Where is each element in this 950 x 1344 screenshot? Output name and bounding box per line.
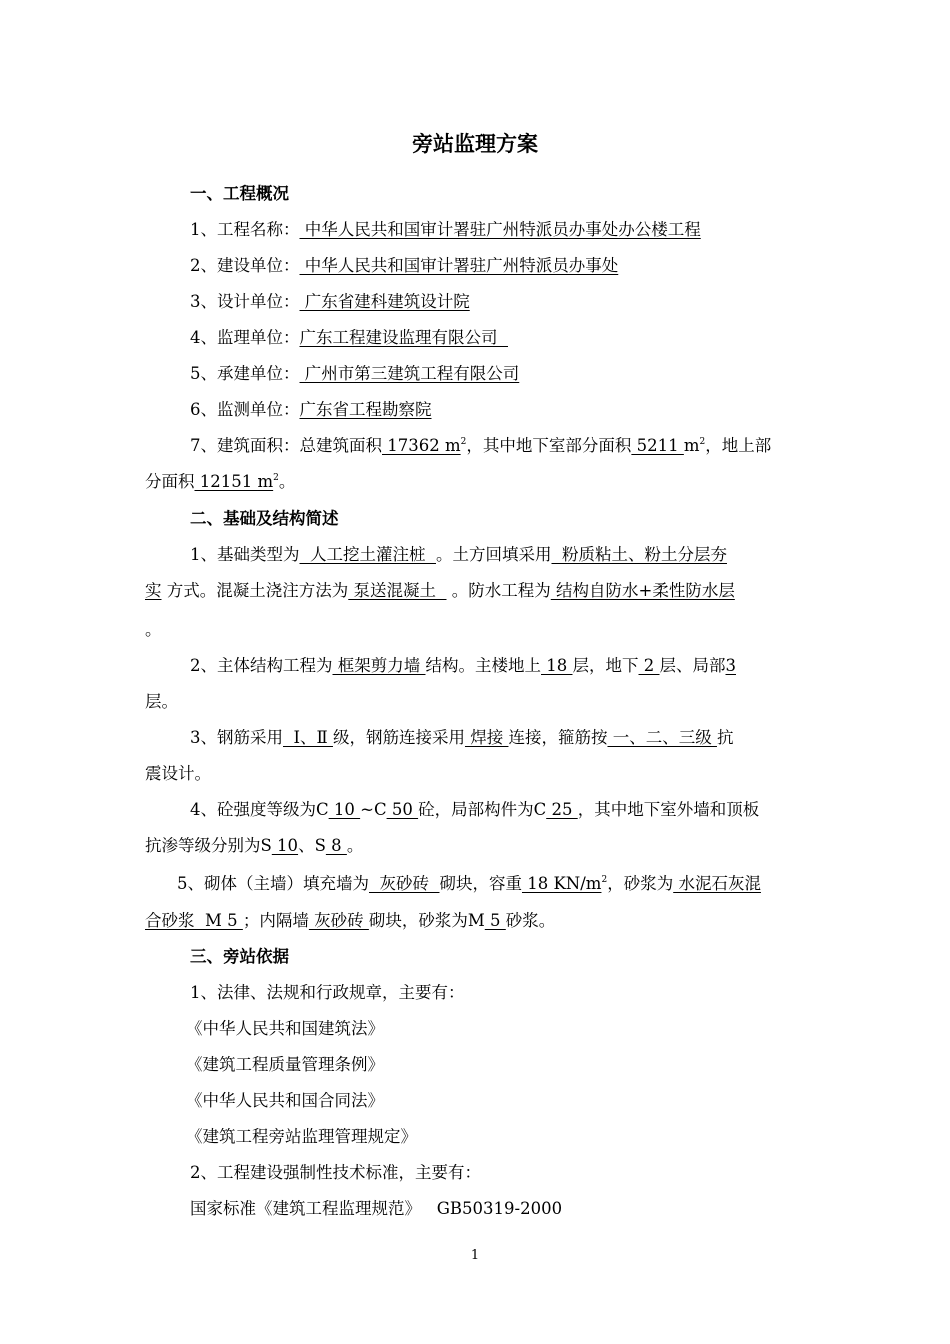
area-unit: m	[257, 472, 274, 491]
area-line-2	[145, 471, 295, 493]
contractor-line	[190, 363, 519, 385]
waterproofing: 结构自防水+柔性防水层	[550, 581, 735, 600]
standards-intro: 2、工程建设强制性技术标准，主要有：	[190, 1163, 481, 1182]
area-sq: 2	[460, 437, 467, 447]
text: 方式。混凝土浇注方法为	[161, 581, 349, 600]
rebar-connection: 焊接	[464, 728, 509, 747]
text: 砼，局部构件为C	[418, 800, 547, 819]
supervisor-value: 广东工程建设监理有限公司	[299, 328, 508, 347]
text: 抗渗等级分别为S	[145, 836, 272, 855]
monitor-line	[190, 399, 432, 421]
builder-line	[190, 255, 618, 277]
designer-value: 广东省建科建筑设计院	[299, 292, 470, 311]
supervisor-label: 4、监理单位：	[190, 328, 300, 347]
concrete-high: 50	[386, 800, 419, 819]
rebar-line-1	[190, 727, 733, 749]
foundation-line-3: 。	[145, 620, 162, 639]
inner-wall-brick: 灰砂砖	[308, 911, 369, 930]
project-name-line	[190, 219, 701, 241]
concrete-low: 10	[328, 800, 361, 819]
text: 。土方回填采用	[435, 545, 552, 564]
rebar-line-2: 震设计。	[145, 764, 211, 783]
concrete-line-1	[190, 799, 759, 821]
area-text: ，地上部	[705, 436, 772, 455]
seismic-grade: 一、二、三级	[607, 728, 717, 747]
law-item: 《建筑工程旁站监理管理规定》	[186, 1127, 417, 1146]
rebar-grade: Ⅰ、Ⅱ	[283, 728, 333, 747]
section-heading-basis: 三、旁站依据	[190, 947, 289, 966]
text: 1、基础类型为	[190, 545, 300, 564]
monitor-value: 广东省工程勘察院	[299, 400, 432, 419]
concrete-line-2	[145, 835, 363, 857]
standard-item: 国家标准《建筑工程监理规范》 GB50319-2000	[190, 1199, 563, 1218]
text: 3、钢筋采用	[190, 728, 283, 747]
fill-wall-brick: 灰砂砖	[369, 874, 440, 893]
document-title: 旁站监理方案	[412, 132, 538, 156]
mortar-type-cont: 合砂浆 M 5	[145, 911, 243, 930]
text: 、S	[298, 836, 326, 855]
text: ，砂浆为	[607, 874, 674, 893]
page-number: 1	[470, 1248, 480, 1263]
designer-line	[190, 291, 470, 313]
concrete-local: 25	[546, 800, 578, 819]
area-sq: 2	[699, 437, 706, 447]
backfill-method: 粉质粘土、粉土分层夯	[551, 545, 727, 564]
text: 。防水工程为	[446, 581, 551, 600]
main-structure-line-2: 层。	[145, 692, 178, 711]
supervisor-line	[190, 327, 508, 349]
contractor-value: 广州市第三建筑工程有限公司	[299, 364, 520, 383]
text: 层，地下	[572, 656, 639, 675]
area-unit: m	[444, 436, 461, 455]
pour-method: 泵送混凝土	[348, 581, 447, 600]
law-item: 《中华人民共和国合同法》	[186, 1091, 384, 1110]
text: ~C	[360, 800, 387, 819]
structure-type: 框架剪力墙	[332, 656, 426, 675]
text: 2、主体结构工程为	[190, 656, 333, 675]
inner-mortar: 5	[484, 911, 506, 930]
text: ，其中地下室外墙和顶板	[577, 800, 760, 819]
masonry-line-1	[177, 873, 761, 895]
designer-label: 3、设计单位：	[190, 292, 300, 311]
text: 砌块，容重	[439, 874, 522, 893]
section-heading-structure: 二、基础及结构简述	[190, 509, 339, 528]
floors-below: 2	[638, 656, 660, 675]
backfill-method-cont: 实	[145, 581, 162, 600]
monitor-label: 6、监测单位：	[190, 400, 300, 419]
contractor-label: 5、承建单位：	[190, 364, 300, 383]
text: ；内隔墙	[242, 911, 309, 930]
foundation-type: 人工挖土灌注桩	[299, 545, 436, 564]
law-item: 《中华人民共和国建筑法》	[186, 1019, 384, 1038]
sq-sup: 2	[601, 875, 608, 885]
text: 层、局部	[659, 656, 726, 675]
area-text: 。	[278, 472, 296, 491]
area-line-1	[190, 435, 771, 457]
floors-above: 18	[541, 656, 573, 675]
seepage-2: 8	[325, 836, 347, 855]
project-name-value: 中华人民共和国审计署驻广州特派员办事处办公楼工程	[299, 220, 701, 239]
seepage-1: 10	[271, 836, 299, 855]
area-total: 17362	[382, 436, 445, 455]
law-item: 《建筑工程质量管理条例》	[186, 1055, 384, 1074]
area-basement: 5211	[631, 436, 684, 455]
mortar-type: 水泥石灰混	[673, 874, 761, 893]
builder-value: 中华人民共和国审计署驻广州特派员办事处	[299, 256, 619, 275]
project-name-label: 1、工程名称：	[190, 220, 300, 239]
unit-weight-unit: KN/m	[553, 874, 602, 893]
area-text: 7、建筑面积：总建筑面积	[190, 436, 382, 455]
floors-local: 3	[725, 656, 736, 675]
text: 。	[346, 836, 364, 855]
area-text: ，其中地下室部分面积	[466, 436, 632, 455]
text: 5、砌体（主墙）填充墙为	[177, 874, 369, 893]
builder-label: 2、建设单位：	[190, 256, 300, 275]
area-sq: 2	[273, 473, 279, 483]
text: 砂浆。	[505, 911, 556, 930]
main-structure-line-1	[190, 655, 736, 677]
section-heading-overview: 一、工程概况	[190, 184, 289, 203]
foundation-line-1	[190, 544, 727, 566]
area-above: 12151	[194, 472, 258, 491]
text: 级，钢筋连接采用	[332, 728, 465, 747]
text: 结构。主楼地上	[425, 656, 541, 675]
laws-intro: 1、法律、法规和行政规章，主要有：	[190, 983, 465, 1002]
text: 连接，箍筋按	[508, 728, 608, 747]
text: 4、砼强度等级为C	[190, 800, 329, 819]
foundation-line-2	[145, 580, 735, 602]
area-unit: m	[683, 436, 700, 455]
unit-weight: 18	[521, 874, 554, 893]
text: 抗	[716, 728, 734, 747]
masonry-line-2	[145, 910, 555, 932]
text: 砌块，砂浆为M	[368, 911, 485, 930]
area-text: 分面积	[145, 472, 195, 491]
